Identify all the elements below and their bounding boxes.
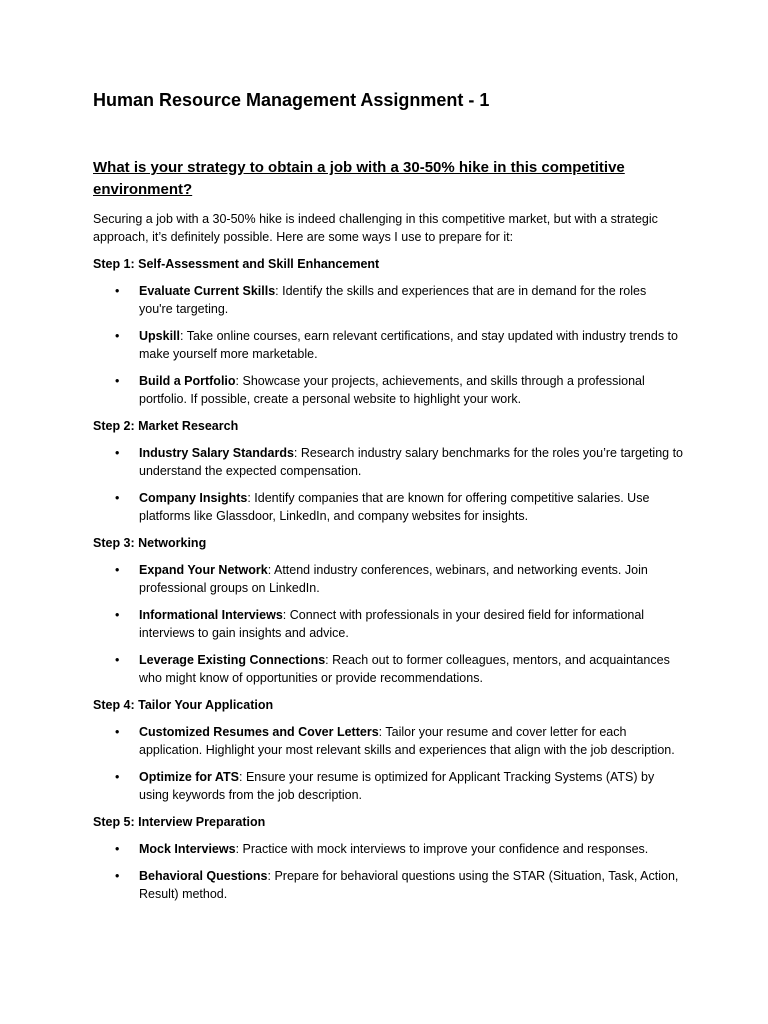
item-text: : Tailor your resume and cover letter for each application. Highlight your most relevant skills and experiences that align with the job description. — [139, 725, 675, 757]
list-item — [93, 327, 683, 363]
list-item — [93, 372, 683, 408]
item-text: : Connect with professionals in your desired field for informational interviews to gain insights and advice. — [139, 608, 645, 640]
bullet-icon: • — [115, 329, 120, 343]
item-term: Industry Salary Standards — [139, 446, 294, 460]
bullet-icon: • — [115, 284, 120, 298]
question-heading: What is your strategy to obtain a job with a 30-50% hike in this competitive environment? — [93, 159, 625, 198]
list-item — [93, 561, 683, 597]
step-heading: Step 5: Interview Preparation — [93, 815, 266, 829]
bullet-icon: • — [115, 842, 120, 856]
document-title: Human Resource Management Assignment - 1 — [93, 90, 490, 110]
bullet-icon: • — [115, 374, 120, 388]
step-section — [93, 534, 683, 687]
item-term: Expand Your Network — [139, 563, 268, 577]
list-item — [93, 282, 683, 318]
intro-paragraph: Securing a job with a 30-50% hike is indeed challenging in this competitive market, but with a strategic approach, it’s definitely possible. Here are some ways I use to prepare for it: — [93, 212, 658, 244]
list-item — [93, 606, 683, 642]
list-item — [93, 651, 683, 687]
bullet-list — [93, 561, 683, 687]
item-text: : Practice with mock interviews to improve your confidence and responses. — [235, 842, 649, 856]
item-term: Mock Interviews — [139, 842, 236, 856]
bullet-icon: • — [115, 725, 120, 739]
bullet-icon: • — [115, 653, 120, 667]
item-term: Optimize for ATS — [139, 770, 239, 784]
item-text: : Prepare for behavioral questions using the STAR (Situation, Task, Action, Result) method. — [139, 869, 679, 901]
step-heading: Step 2: Market Research — [93, 419, 239, 433]
step-heading: Step 4: Tailor Your Application — [93, 698, 274, 712]
item-term: Build a Portfolio — [139, 374, 236, 388]
list-item — [93, 723, 683, 759]
bullet-icon: • — [115, 770, 120, 784]
item-term: Company Insights — [139, 491, 248, 505]
item-term: Behavioral Questions — [139, 869, 268, 883]
bullet-list — [93, 282, 683, 408]
bullet-icon: • — [115, 563, 120, 577]
step-heading: Step 1: Self-Assessment and Skill Enhancement — [93, 257, 380, 271]
item-term: Customized Resumes and Cover Letters — [139, 725, 379, 739]
item-term: Leverage Existing Connections — [139, 653, 326, 667]
item-text: : Ensure your resume is optimized for Applicant Tracking Systems (ATS) by using keywords from the job description. — [139, 770, 655, 802]
item-text: : Reach out to former colleagues, mentors, and acquaintances who might know of opportunities or provide recommendations. — [139, 653, 670, 685]
step-section — [93, 255, 683, 408]
bullet-list — [93, 444, 683, 525]
document-content — [93, 88, 683, 903]
step-heading: Step 3: Networking — [93, 536, 207, 550]
item-term: Upskill — [139, 329, 180, 343]
item-text: : Identify the skills and experiences that are in demand for the roles you're targeting. — [139, 284, 647, 316]
item-text: : Identify companies that are known for offering competitive salaries. Use platforms like Glassdoor, LinkedIn, and company websites for insights. — [139, 491, 650, 523]
step-section — [93, 813, 683, 903]
item-text: : Research industry salary benchmarks for the roles you’re targeting to understand the expected compensation. — [139, 446, 683, 478]
item-text: : Showcase your projects, achievements, and skills through a professional portfolio. If possible, create a personal website to highlight your work. — [139, 374, 645, 406]
step-section — [93, 417, 683, 525]
item-text: : Attend industry conferences, webinars, and networking events. Join professional groups on LinkedIn. — [139, 563, 648, 595]
step-section — [93, 696, 683, 804]
list-item — [93, 444, 683, 480]
bullet-icon: • — [115, 491, 120, 505]
list-item — [93, 489, 683, 525]
bullet-list — [93, 723, 683, 804]
bullet-icon: • — [115, 869, 120, 883]
list-item — [93, 867, 683, 903]
list-item — [93, 840, 683, 858]
bullet-list — [93, 840, 683, 903]
bullet-icon: • — [115, 446, 120, 460]
bullet-icon: • — [115, 608, 120, 622]
item-text: : Take online courses, earn relevant certifications, and stay updated with industry trends to make yourself more marketable. — [139, 329, 678, 361]
list-item — [93, 768, 683, 804]
item-term: Informational Interviews — [139, 608, 283, 622]
item-term: Evaluate Current Skills — [139, 284, 276, 298]
